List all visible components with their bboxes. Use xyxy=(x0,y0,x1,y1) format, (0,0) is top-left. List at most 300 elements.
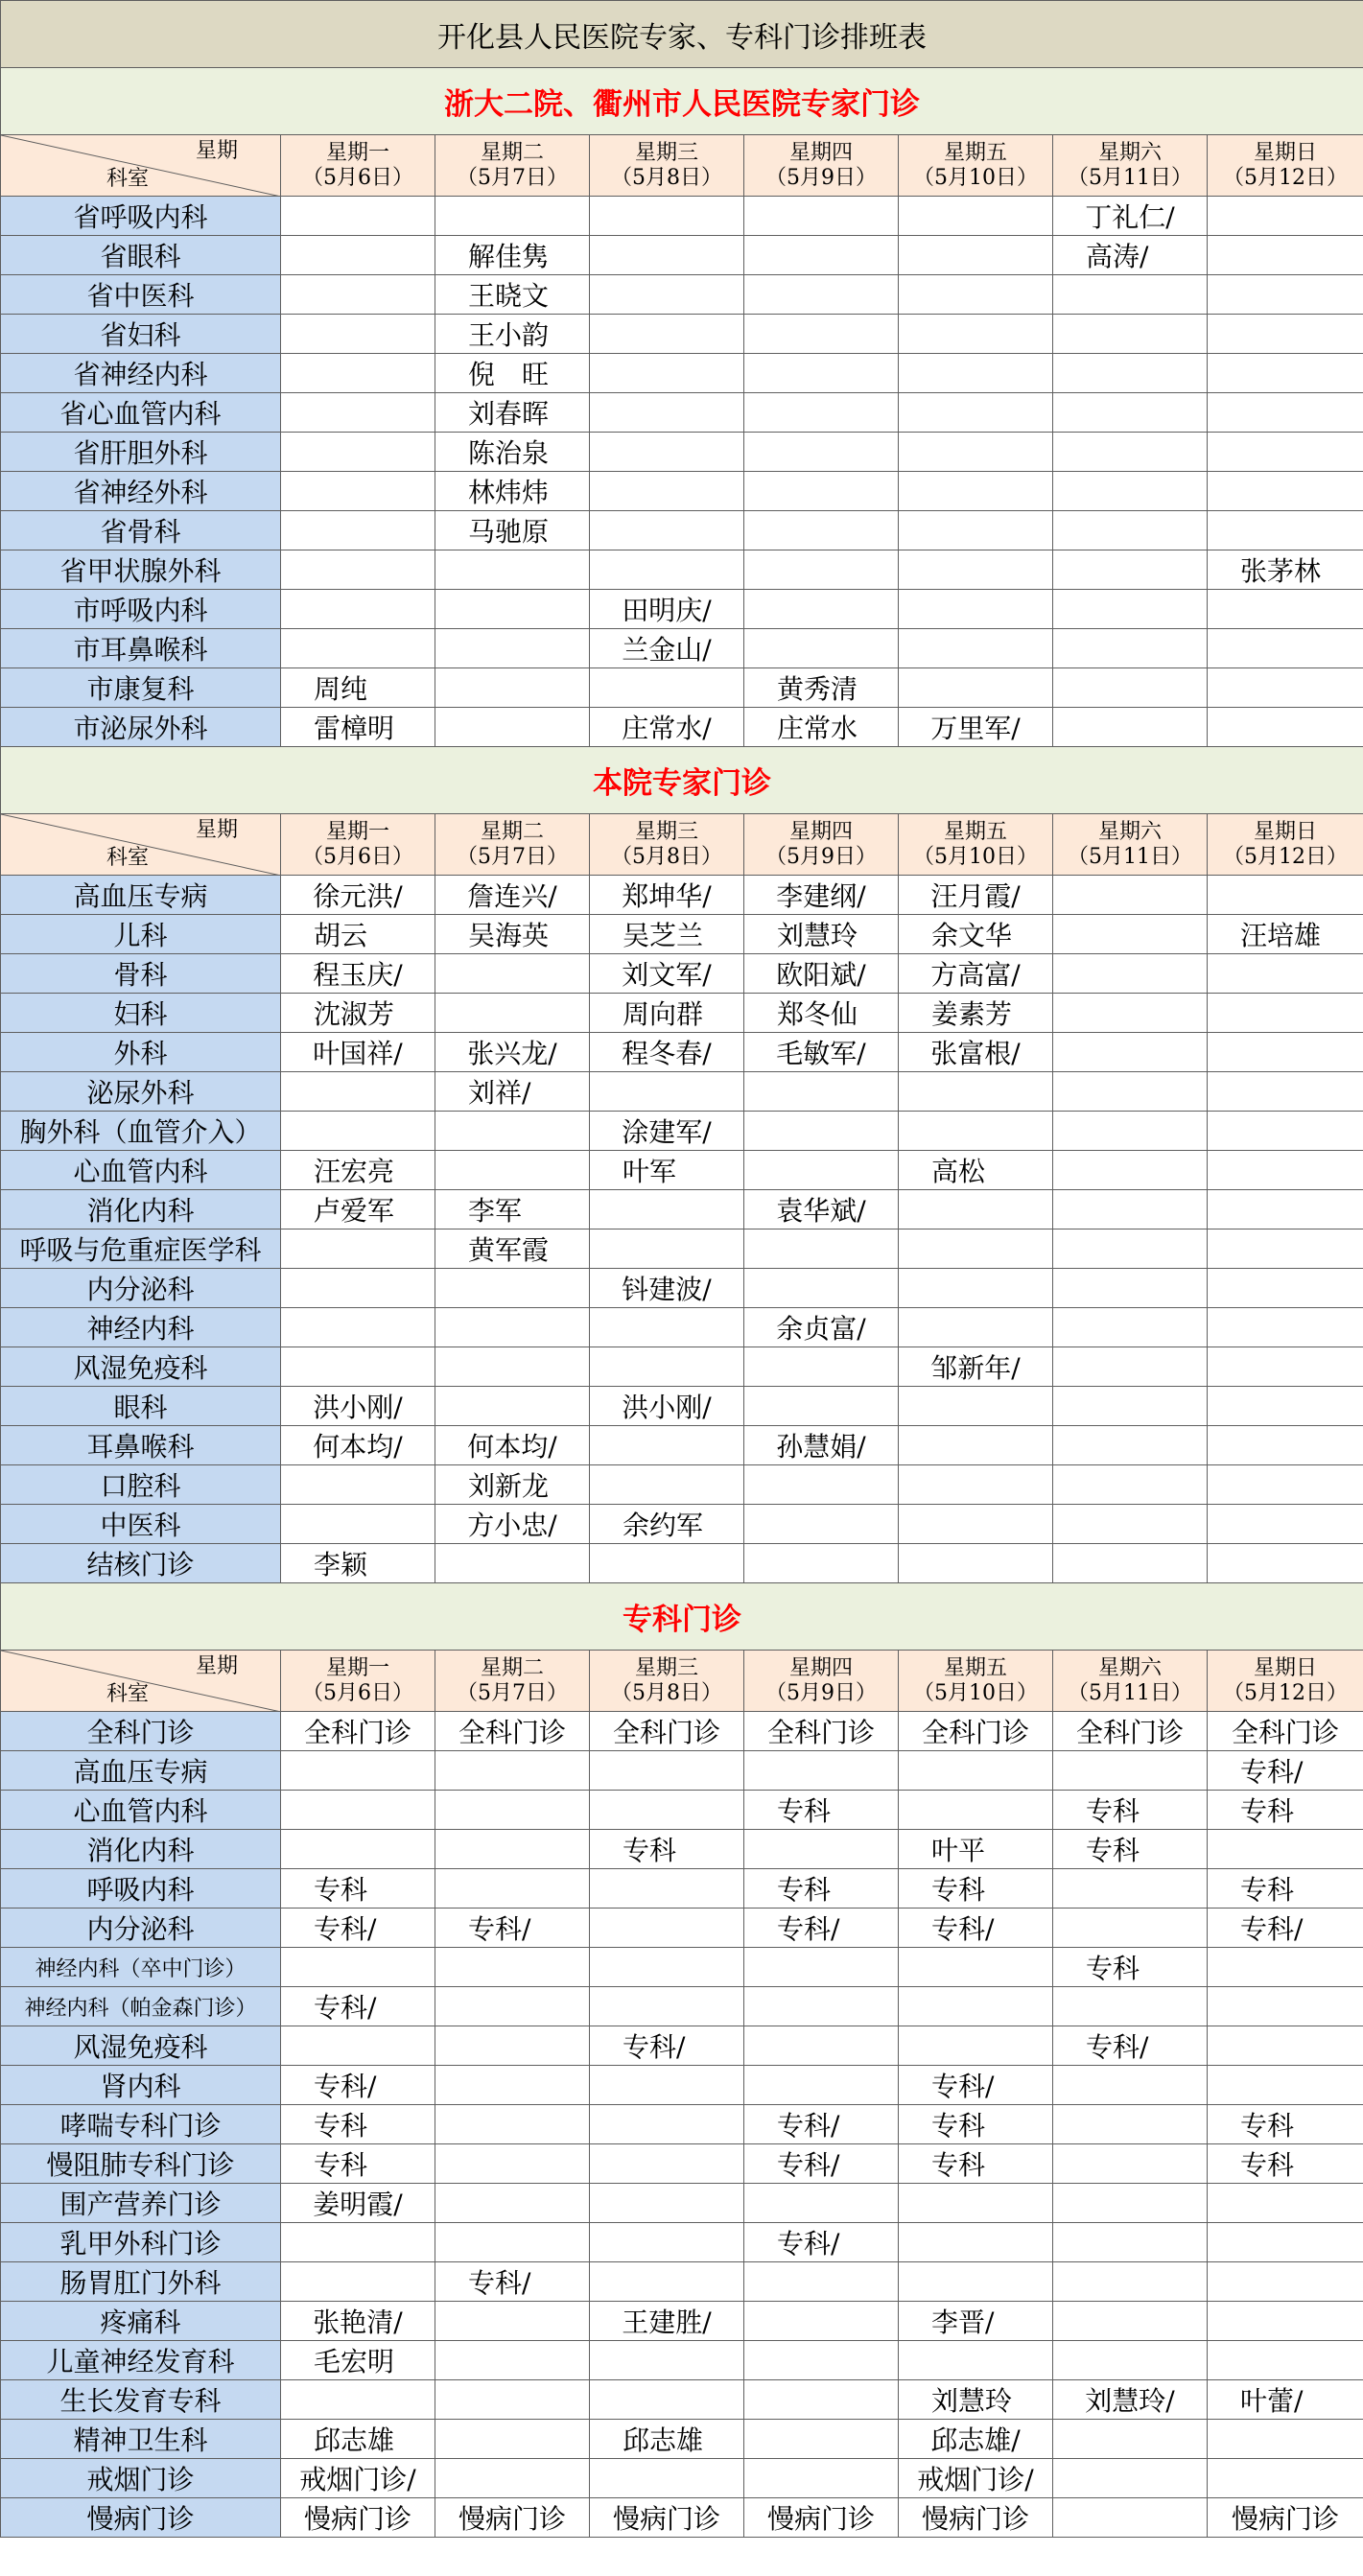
schedule-cell xyxy=(281,1465,435,1505)
weekday-date: （5月12日） xyxy=(1208,845,1363,870)
schedule-cell: 田明庆/ xyxy=(590,590,744,629)
schedule-cell xyxy=(1053,2223,1208,2262)
schedule-cell xyxy=(744,1112,899,1151)
schedule-cell: 叶国祥/ xyxy=(281,1033,435,1072)
schedule-cell: 毛敏军/ xyxy=(744,1033,899,1072)
schedule-cell: 专科 xyxy=(899,2144,1053,2184)
table-row xyxy=(1,668,1363,708)
schedule-cell: 专科/ xyxy=(281,2066,435,2105)
schedule-cell xyxy=(281,236,435,275)
schedule-cell: 专科/ xyxy=(590,2026,744,2066)
schedule-cell xyxy=(281,2223,435,2262)
schedule-cell xyxy=(1208,2026,1363,2066)
corner-label-dept: 科室 xyxy=(106,167,149,192)
department-cell: 市呼吸内科 xyxy=(1,590,281,629)
schedule-cell: 沈淑芳 xyxy=(281,994,435,1033)
department-cell: 省肝胆外科 xyxy=(1,433,281,472)
table-row xyxy=(1,1791,1363,1830)
schedule-cell xyxy=(281,629,435,668)
schedule-cell: 王小韵 xyxy=(435,315,590,354)
schedule-cell xyxy=(1053,315,1208,354)
schedule-cell: 专科 xyxy=(1208,2105,1363,2144)
schedule-cell: 慢病门诊 xyxy=(899,2498,1053,2538)
schedule-cell xyxy=(744,590,899,629)
schedule-cell: 袁华斌/ xyxy=(744,1190,899,1229)
table-row xyxy=(1,876,1363,915)
schedule-cell xyxy=(1053,2144,1208,2184)
department-cell: 儿童神经发育科 xyxy=(1,2341,281,2380)
schedule-cell xyxy=(899,1426,1053,1465)
schedule-cell xyxy=(1053,629,1208,668)
schedule-cell xyxy=(281,1112,435,1151)
corner-label-weekday: 星期 xyxy=(196,1654,238,1679)
table-row xyxy=(1,2459,1363,2498)
table-row xyxy=(1,2420,1363,2459)
schedule-cell xyxy=(899,1751,1053,1791)
schedule-cell xyxy=(899,2262,1053,2302)
schedule-cell: 全科门诊 xyxy=(1208,1712,1363,1751)
schedule-cell: 高涛/ xyxy=(1053,236,1208,275)
schedule-cell xyxy=(1053,2459,1208,2498)
department-cell: 呼吸与危重症医学科 xyxy=(1,1229,281,1269)
schedule-cell: 全科门诊 xyxy=(1053,1712,1208,1751)
weekday-date: （5月6日） xyxy=(281,166,435,191)
schedule-cell xyxy=(1208,275,1363,315)
schedule-cell xyxy=(1208,1033,1363,1072)
weekday-header xyxy=(281,814,435,876)
schedule-cell xyxy=(1053,1269,1208,1308)
department-cell: 疼痛科 xyxy=(1,2302,281,2341)
corner-header-cell xyxy=(1,1651,281,1712)
schedule-cell xyxy=(281,2026,435,2066)
table-row xyxy=(1,2144,1363,2184)
schedule-cell xyxy=(435,2026,590,2066)
department-cell: 高血压专病 xyxy=(1,876,281,915)
schedule-cell xyxy=(1053,954,1208,994)
schedule-cell xyxy=(435,954,590,994)
schedule-cell xyxy=(1208,315,1363,354)
weekday-label: 星期六 xyxy=(1053,820,1207,845)
schedule-cell: 专科 xyxy=(281,1869,435,1909)
table-row xyxy=(1,1308,1363,1347)
department-cell: 慢阻肺专科门诊 xyxy=(1,2144,281,2184)
schedule-cell: 洪小刚/ xyxy=(281,1387,435,1426)
weekday-date: （5月11日） xyxy=(1053,1681,1207,1706)
weekday-date: （5月8日） xyxy=(590,845,743,870)
weekday-date: （5月10日） xyxy=(899,845,1052,870)
schedule-cell xyxy=(899,472,1053,511)
schedule-cell: 专科/ xyxy=(1208,1909,1363,1948)
weekday-date: （5月8日） xyxy=(590,1681,743,1706)
schedule-cell: 张兴龙/ xyxy=(435,1033,590,1072)
weekday-date: （5月6日） xyxy=(281,1681,435,1706)
schedule-cell: 专科/ xyxy=(744,2223,899,2262)
schedule-cell xyxy=(899,1308,1053,1347)
schedule-cell xyxy=(590,1791,744,1830)
schedule-cell xyxy=(1053,2420,1208,2459)
schedule-cell xyxy=(1053,915,1208,954)
schedule-cell: 专科/ xyxy=(281,1909,435,1948)
schedule-cell xyxy=(1208,954,1363,994)
department-cell: 风湿免疫科 xyxy=(1,1347,281,1387)
weekday-label: 星期一 xyxy=(281,141,435,166)
schedule-cell: 毛宏明 xyxy=(281,2341,435,2380)
table-row xyxy=(1,1033,1363,1072)
table-row xyxy=(1,954,1363,994)
weekday-header xyxy=(281,1651,435,1712)
weekday-header xyxy=(1208,1651,1363,1712)
schedule-cell: 姜素芳 xyxy=(899,994,1053,1033)
department-cell: 围产营养门诊 xyxy=(1,2184,281,2223)
schedule-cell xyxy=(899,2223,1053,2262)
schedule-cell xyxy=(1208,1387,1363,1426)
schedule-cell xyxy=(590,1948,744,1987)
schedule-cell xyxy=(590,1308,744,1347)
schedule-cell xyxy=(1208,511,1363,550)
table-row xyxy=(1,1987,1363,2026)
schedule-cell xyxy=(899,236,1053,275)
department-cell: 内分泌科 xyxy=(1,1909,281,1948)
schedule-cell xyxy=(1053,393,1208,433)
schedule-cell xyxy=(590,1072,744,1112)
schedule-cell xyxy=(744,354,899,393)
department-cell: 呼吸内科 xyxy=(1,1869,281,1909)
table-row xyxy=(1,1229,1363,1269)
schedule-cell xyxy=(1053,1347,1208,1387)
schedule-cell xyxy=(899,197,1053,236)
table-row xyxy=(1,511,1363,550)
weekday-date: （5月9日） xyxy=(744,166,898,191)
section-title-row xyxy=(1,1583,1363,1651)
department-cell: 戒烟门诊 xyxy=(1,2459,281,2498)
schedule-cell: 张茅林 xyxy=(1208,550,1363,590)
schedule-cell: 郑冬仙 xyxy=(744,994,899,1033)
schedule-cell xyxy=(1053,354,1208,393)
weekday-date: （5月6日） xyxy=(281,845,435,870)
schedule-cell xyxy=(281,1072,435,1112)
schedule-cell: 专科/ xyxy=(435,2262,590,2302)
schedule-cell xyxy=(281,1269,435,1308)
schedule-cell xyxy=(590,1544,744,1583)
schedule-cell: 雷樟明 xyxy=(281,708,435,747)
weekday-label: 星期一 xyxy=(281,1656,435,1681)
department-cell: 内分泌科 xyxy=(1,1269,281,1308)
department-cell: 省甲状腺外科 xyxy=(1,550,281,590)
schedule-cell: 叶军 xyxy=(590,1151,744,1190)
schedule-cell: 全科门诊 xyxy=(281,1712,435,1751)
schedule-cell xyxy=(590,197,744,236)
table-row xyxy=(1,1387,1363,1426)
schedule-cell: 专科 xyxy=(744,1869,899,1909)
schedule-cell xyxy=(744,1229,899,1269)
schedule-cell: 全科门诊 xyxy=(590,1712,744,1751)
schedule-cell: 邱志雄/ xyxy=(899,2420,1053,2459)
schedule-cell: 涂建军/ xyxy=(590,1112,744,1151)
weekday-label: 星期一 xyxy=(281,820,435,845)
section-title: 浙大二院、衢州市人民医院专家门诊 xyxy=(1,68,1363,135)
schedule-cell xyxy=(1053,1072,1208,1112)
schedule-cell: 专科/ xyxy=(1053,2026,1208,2066)
schedule-cell: 专科 xyxy=(1053,1948,1208,1987)
schedule-cell: 王建胜/ xyxy=(590,2302,744,2341)
schedule-cell: 邱志雄 xyxy=(281,2420,435,2459)
department-cell: 心血管内科 xyxy=(1,1791,281,1830)
schedule-cell xyxy=(435,2223,590,2262)
department-cell: 省妇科 xyxy=(1,315,281,354)
schedule-cell xyxy=(590,472,744,511)
weekday-header xyxy=(590,814,744,876)
schedule-cell: 戒烟门诊/ xyxy=(281,2459,435,2498)
schedule-cell: 慢病门诊 xyxy=(744,2498,899,2538)
schedule-cell: 专科 xyxy=(1208,2144,1363,2184)
weekday-header-row xyxy=(1,814,1363,876)
schedule-cell xyxy=(435,1987,590,2026)
weekday-header xyxy=(744,1651,899,1712)
schedule-cell xyxy=(899,275,1053,315)
department-cell: 耳鼻喉科 xyxy=(1,1426,281,1465)
schedule-cell xyxy=(281,590,435,629)
schedule-cell xyxy=(744,393,899,433)
empty-footer-row xyxy=(1,2538,1363,2576)
table-row xyxy=(1,915,1363,954)
schedule-cell xyxy=(281,472,435,511)
table-row xyxy=(1,2223,1363,2262)
schedule-cell xyxy=(1208,2420,1363,2459)
department-cell: 外科 xyxy=(1,1033,281,1072)
schedule-cell: 叶蕾/ xyxy=(1208,2380,1363,2420)
schedule-cell xyxy=(744,2459,899,2498)
schedule-cell xyxy=(435,2380,590,2420)
schedule-cell xyxy=(744,1465,899,1505)
schedule-cell: 刘慧玲/ xyxy=(1053,2380,1208,2420)
weekday-header xyxy=(281,135,435,197)
table-row xyxy=(1,354,1363,393)
schedule-cell xyxy=(899,1112,1053,1151)
schedule-cell: 专科/ xyxy=(1208,1751,1363,1791)
schedule-cell xyxy=(1053,2262,1208,2302)
department-cell: 省中医科 xyxy=(1,275,281,315)
schedule-cell xyxy=(590,236,744,275)
schedule-cell xyxy=(899,433,1053,472)
schedule-cell: 余约军 xyxy=(590,1505,744,1544)
schedule-cell xyxy=(281,197,435,236)
weekday-header xyxy=(1053,135,1208,197)
schedule-cell: 李建纲/ xyxy=(744,876,899,915)
schedule-cell xyxy=(1208,472,1363,511)
schedule-cell: 专科/ xyxy=(899,2066,1053,2105)
schedule-cell xyxy=(1208,2262,1363,2302)
table-row xyxy=(1,1948,1363,1987)
schedule-cell xyxy=(1053,1869,1208,1909)
schedule-cell: 刘祥/ xyxy=(435,1072,590,1112)
schedule-cell: 吴海英 xyxy=(435,915,590,954)
schedule-cell xyxy=(1053,550,1208,590)
schedule-cell: 高松 xyxy=(899,1151,1053,1190)
weekday-label: 星期三 xyxy=(590,1656,743,1681)
schedule-cell xyxy=(281,1505,435,1544)
weekday-label: 星期六 xyxy=(1053,1656,1207,1681)
department-cell: 消化内科 xyxy=(1,1830,281,1869)
schedule-cell: 专科 xyxy=(1208,1869,1363,1909)
schedule-cell: 张艳清/ xyxy=(281,2302,435,2341)
department-cell: 胸外科（血管介入） xyxy=(1,1112,281,1151)
table-row xyxy=(1,2341,1363,2380)
schedule-cell xyxy=(899,1387,1053,1426)
schedule-cell xyxy=(744,433,899,472)
schedule-cell xyxy=(1053,472,1208,511)
schedule-cell xyxy=(744,1987,899,2026)
section-title: 本院专家门诊 xyxy=(1,747,1363,814)
schedule-cell: 专科 xyxy=(899,2105,1053,2144)
schedule-cell xyxy=(744,2420,899,2459)
department-cell: 省神经外科 xyxy=(1,472,281,511)
schedule-cell xyxy=(1208,2223,1363,2262)
schedule-cell xyxy=(744,2026,899,2066)
schedule-cell xyxy=(281,1948,435,1987)
schedule-cell xyxy=(1208,1505,1363,1544)
department-cell: 眼科 xyxy=(1,1387,281,1426)
schedule-cell: 余文华 xyxy=(899,915,1053,954)
corner-label-dept: 科室 xyxy=(106,1682,149,1707)
schedule-cell xyxy=(1053,1465,1208,1505)
schedule-cell: 卢爱军 xyxy=(281,1190,435,1229)
schedule-cell: 黄秀清 xyxy=(744,668,899,708)
schedule-cell xyxy=(590,1909,744,1948)
schedule-cell: 何本均/ xyxy=(435,1426,590,1465)
schedule-cell xyxy=(281,550,435,590)
schedule-cell: 邱志雄 xyxy=(590,2420,744,2459)
schedule-cell xyxy=(435,2105,590,2144)
schedule-cell xyxy=(1208,1830,1363,1869)
schedule-cell xyxy=(435,1830,590,1869)
schedule-cell xyxy=(1053,433,1208,472)
schedule-cell: 程玉庆/ xyxy=(281,954,435,994)
schedule-cell xyxy=(435,1269,590,1308)
weekday-label: 星期四 xyxy=(744,1656,898,1681)
schedule-cell xyxy=(1208,2184,1363,2223)
schedule-cell xyxy=(590,1869,744,1909)
department-cell: 市泌尿外科 xyxy=(1,708,281,747)
schedule-cell: 汪宏亮 xyxy=(281,1151,435,1190)
schedule-cell: 林炜炜 xyxy=(435,472,590,511)
schedule-cell: 李晋/ xyxy=(899,2302,1053,2341)
schedule-cell xyxy=(435,2144,590,2184)
schedule-cell xyxy=(435,1308,590,1347)
weekday-label: 星期五 xyxy=(899,1656,1052,1681)
schedule-cell: 全科门诊 xyxy=(435,1712,590,1751)
schedule-cell xyxy=(899,590,1053,629)
schedule-cell xyxy=(744,629,899,668)
department-cell: 消化内科 xyxy=(1,1190,281,1229)
weekday-header xyxy=(1208,135,1363,197)
schedule-cell: 专科/ xyxy=(744,2105,899,2144)
weekday-label: 星期二 xyxy=(435,820,589,845)
schedule-cell xyxy=(1053,1987,1208,2026)
schedule-cell xyxy=(435,197,590,236)
department-cell: 中医科 xyxy=(1,1505,281,1544)
schedule-cell xyxy=(899,1791,1053,1830)
weekday-date: （5月7日） xyxy=(435,1681,589,1706)
table-row xyxy=(1,1751,1363,1791)
table-row xyxy=(1,629,1363,668)
weekday-header xyxy=(435,135,590,197)
schedule-cell xyxy=(435,2184,590,2223)
weekday-header xyxy=(899,1651,1053,1712)
schedule-cell xyxy=(899,668,1053,708)
schedule-cell xyxy=(435,2341,590,2380)
department-cell: 市耳鼻喉科 xyxy=(1,629,281,668)
schedule-cell: 专科 xyxy=(899,1869,1053,1909)
schedule-cell xyxy=(744,1505,899,1544)
weekday-label: 星期二 xyxy=(435,141,589,166)
department-cell: 神经内科（卒中门诊） xyxy=(1,1948,281,1987)
schedule-cell xyxy=(1208,629,1363,668)
schedule-cell xyxy=(899,1948,1053,1987)
department-cell: 神经内科 xyxy=(1,1308,281,1347)
schedule-cell xyxy=(1053,1751,1208,1791)
schedule-cell: 徐元洪/ xyxy=(281,876,435,915)
schedule-cell xyxy=(1208,1151,1363,1190)
schedule-cell xyxy=(590,2459,744,2498)
schedule-cell xyxy=(1208,1190,1363,1229)
weekday-label: 星期三 xyxy=(590,141,743,166)
schedule-cell xyxy=(1053,2341,1208,2380)
weekday-header xyxy=(435,1651,590,1712)
schedule-cell xyxy=(590,1987,744,2026)
schedule-cell xyxy=(1053,275,1208,315)
schedule-cell xyxy=(435,668,590,708)
schedule-cell xyxy=(1053,1505,1208,1544)
table-row xyxy=(1,994,1363,1033)
schedule-cell xyxy=(899,354,1053,393)
schedule-cell xyxy=(435,1151,590,1190)
department-cell: 全科门诊 xyxy=(1,1712,281,1751)
schedule-cell xyxy=(1053,2184,1208,2223)
schedule-cell: 胡云 xyxy=(281,915,435,954)
schedule-cell xyxy=(590,668,744,708)
weekday-date: （5月9日） xyxy=(744,1681,898,1706)
department-cell: 儿科 xyxy=(1,915,281,954)
schedule-cell xyxy=(1208,197,1363,236)
schedule-cell: 专科/ xyxy=(744,2144,899,2184)
schedule-cell: 孙慧娟/ xyxy=(744,1426,899,1465)
schedule-cell xyxy=(744,550,899,590)
schedule-cell: 专科/ xyxy=(899,1909,1053,1948)
table-row xyxy=(1,708,1363,747)
schedule-cell: 张富根/ xyxy=(899,1033,1053,1072)
table-row xyxy=(1,236,1363,275)
weekday-label: 星期日 xyxy=(1208,820,1363,845)
table-row xyxy=(1,2498,1363,2538)
schedule-cell xyxy=(1208,1426,1363,1465)
table-row xyxy=(1,1909,1363,1948)
schedule-cell xyxy=(590,1465,744,1505)
table-row xyxy=(1,1712,1363,1751)
schedule-cell xyxy=(1053,876,1208,915)
schedule-cell xyxy=(590,2223,744,2262)
schedule-cell xyxy=(744,1544,899,1583)
section-title-row xyxy=(1,68,1363,135)
schedule-cell xyxy=(744,1948,899,1987)
schedule-cell xyxy=(1053,511,1208,550)
schedule-cell xyxy=(590,2066,744,2105)
schedule-cell xyxy=(590,315,744,354)
schedule-cell xyxy=(1208,1269,1363,1308)
schedule-cell xyxy=(744,1830,899,1869)
schedule-cell xyxy=(590,2380,744,2420)
schedule-cell xyxy=(435,550,590,590)
weekday-date: （5月12日） xyxy=(1208,166,1363,191)
